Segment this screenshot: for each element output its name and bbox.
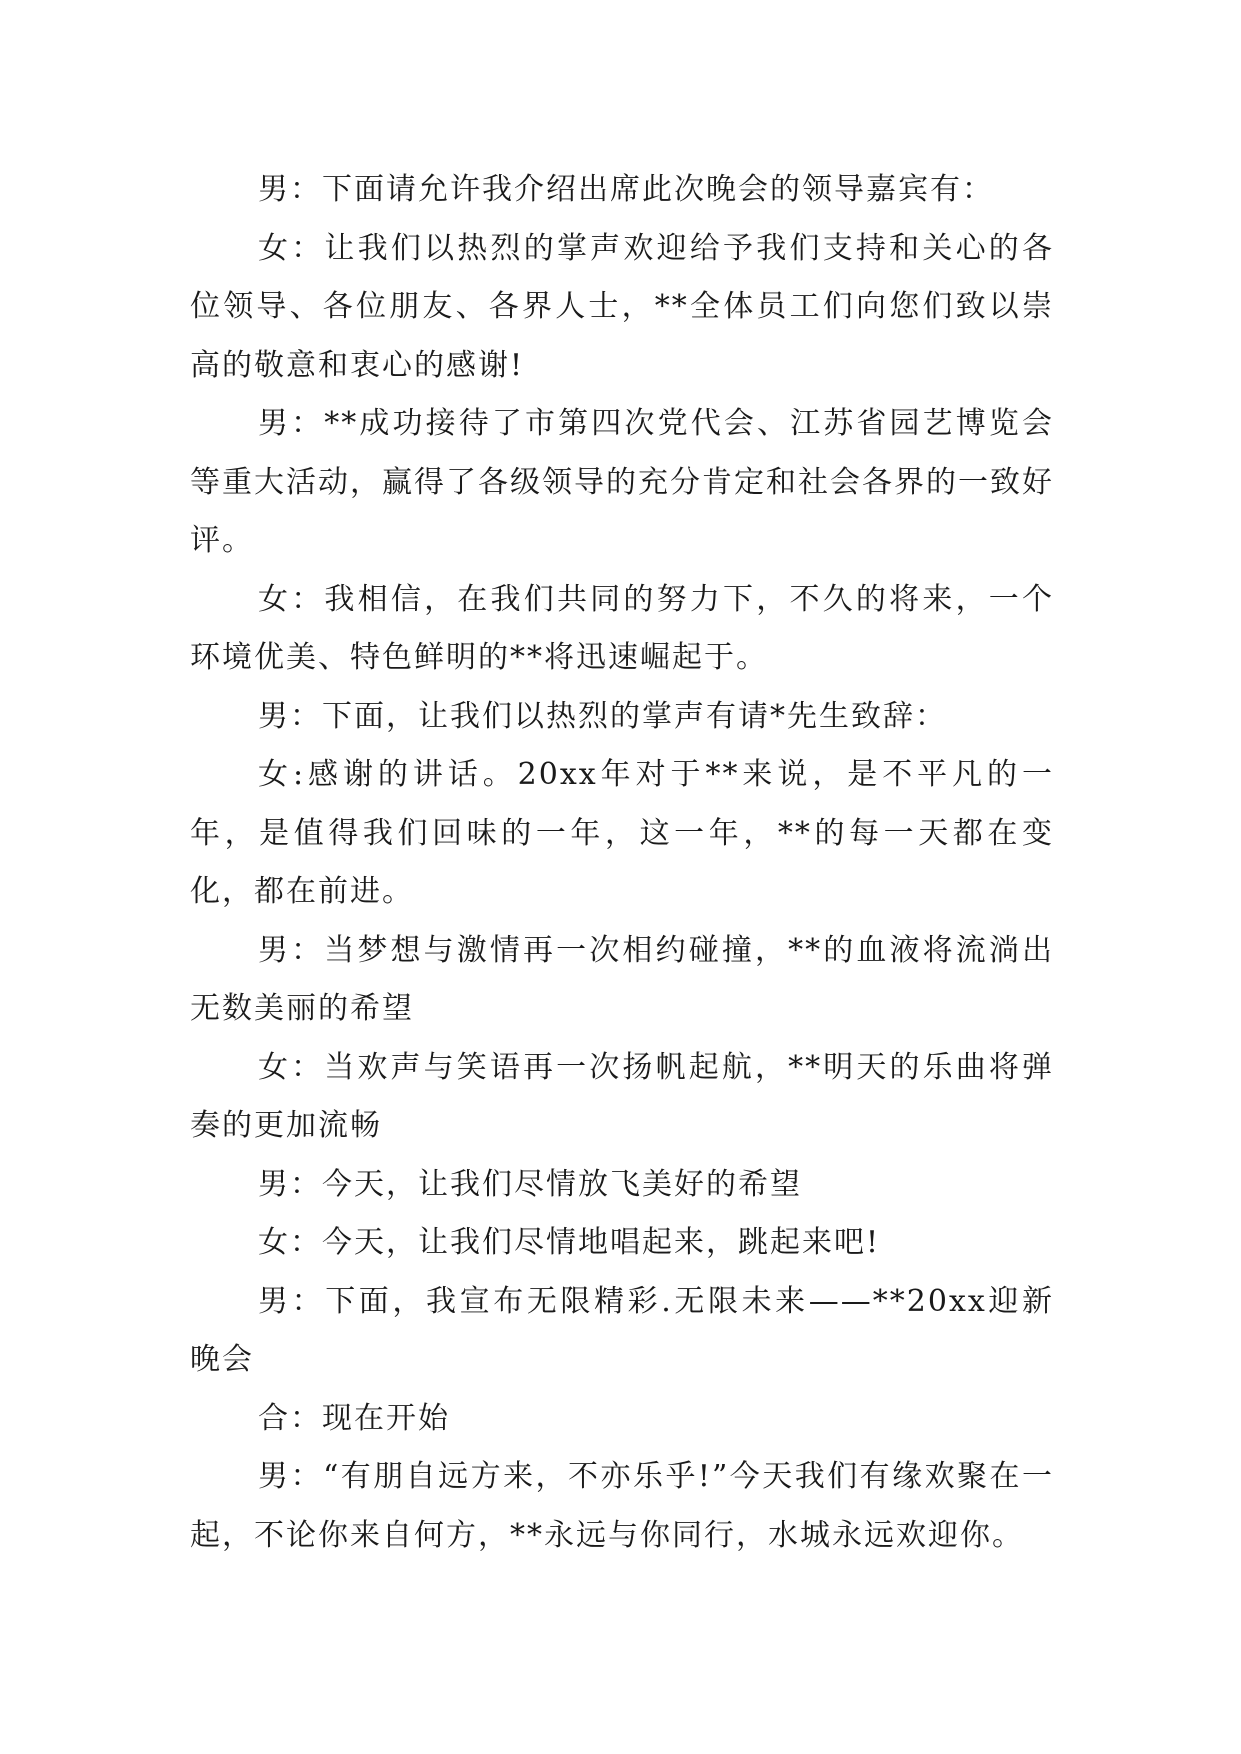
paragraph-9: 男：今天，让我们尽情放飞美好的希望: [258, 1166, 802, 1202]
paragraph-3: 男：**成功接待了市第四次党代会、江苏省园艺博览会等重大活动，赢得了各级领导的充分肯定和社会各界的一致好评。: [190, 406, 1054, 558]
paragraph-5: 男：下面，让我们以热烈的掌声有请*先生致辞：: [258, 698, 947, 734]
paragraph-12: 合：现在开始: [258, 1400, 450, 1436]
paragraph-11: 男：下面，我宣布无限精彩.无限未来——**20xx迎新晚会: [190, 1283, 1054, 1377]
paragraph-4: 女：我相信，在我们共同的努力下，不久的将来，一个环境优美、特色鲜明的**将迅速崛起于。: [190, 581, 1054, 675]
paragraph-6: 女:感谢的讲话。20xx年对于**来说，是不平凡的一年，是值得我们回味的一年，这一年，**的每一天都在变化，都在前进。: [190, 757, 1054, 909]
paragraph-7: 男：当梦想与激情再一次相约碰撞，**的血液将流淌出无数美丽的希望: [190, 932, 1054, 1026]
paragraph-2: 女：让我们以热烈的掌声欢迎给予我们支持和关心的各位领导、各位朋友、各界人士，**全体员工们向您们致以崇高的敬意和衷心的感谢!: [190, 230, 1054, 383]
paragraph-10: 女：今天，让我们尽情地唱起来，跳起来吧!: [258, 1225, 881, 1260]
paragraph-8: 女：当欢声与笑语再一次扬帆起航，**明天的乐曲将弹奏的更加流畅: [190, 1049, 1054, 1143]
paragraph-1: 男：下面请允许我介绍出席此次晚会的领导嘉宾有：: [258, 172, 994, 207]
document-body: [190, 161, 1054, 1565]
paragraph-13: 男：“有朋自远方来，不亦乐乎!”今天我们有缘欢聚在一起，不论你来自何方，**永远与你同行，水城永远欢迎你。: [190, 1459, 1054, 1553]
